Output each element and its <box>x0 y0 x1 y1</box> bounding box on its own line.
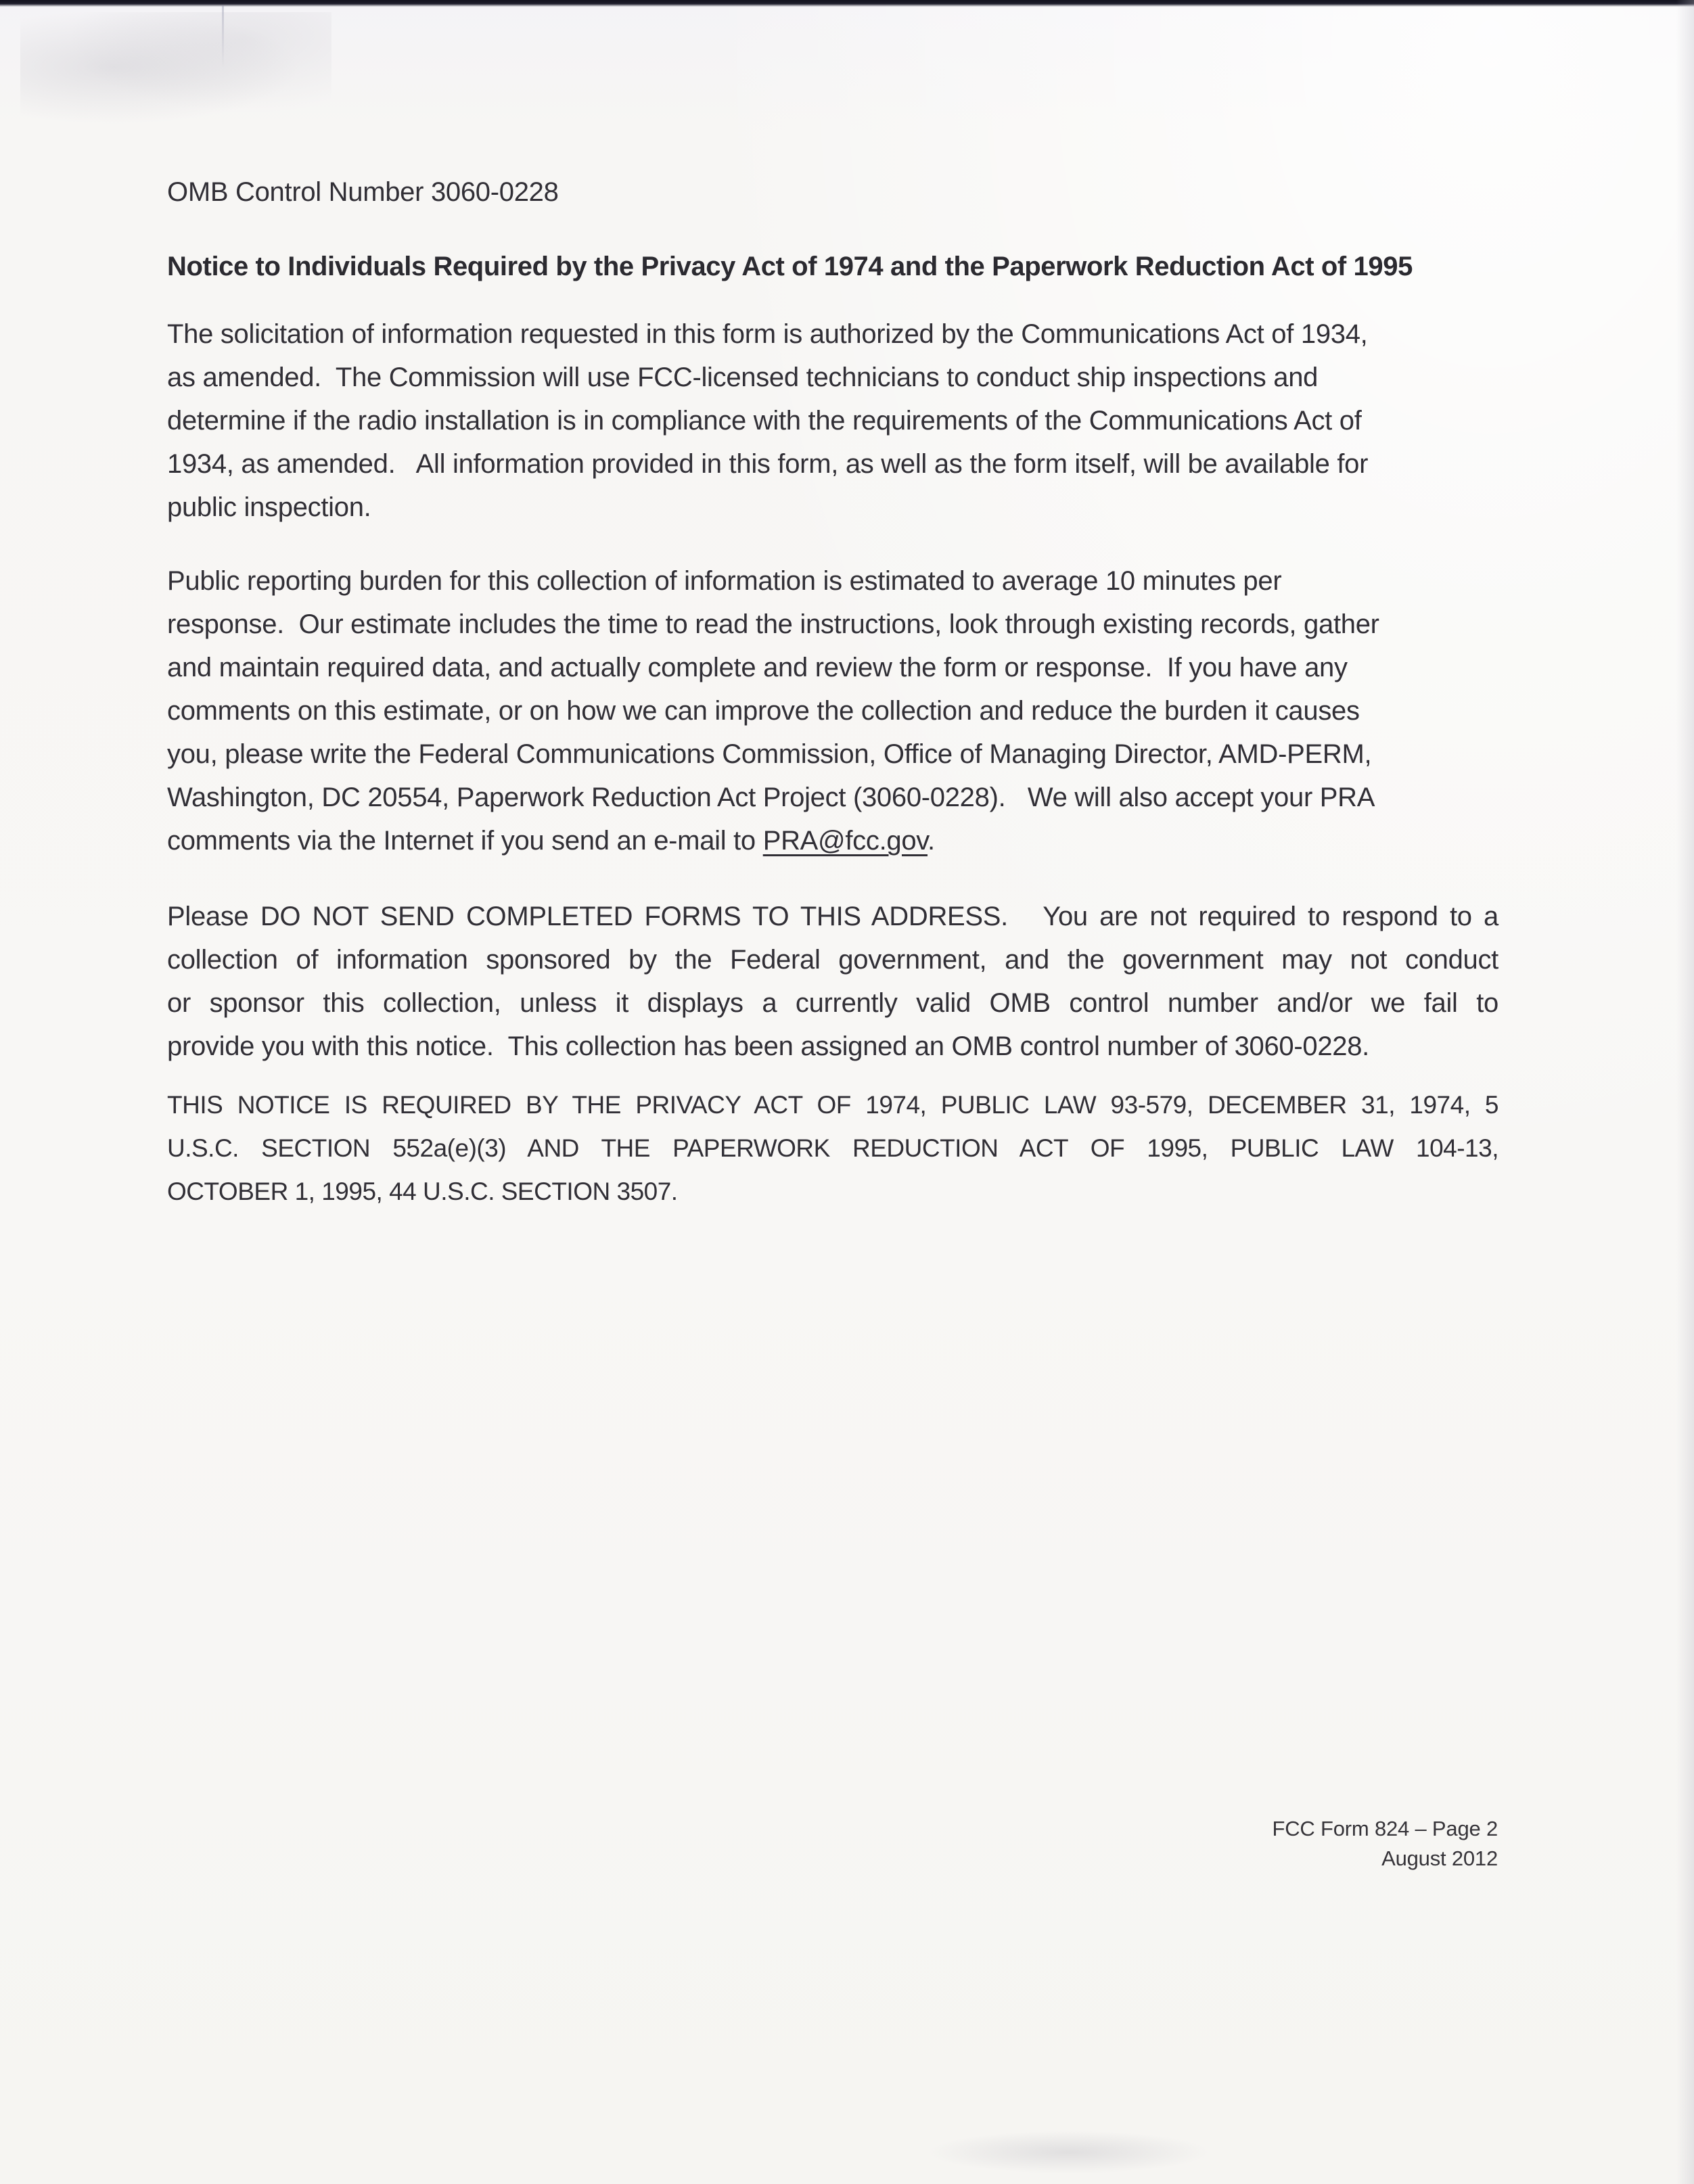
text-line: response. Our estimate includes the time to read the instructions, look through existing records, gather <box>167 609 1379 639</box>
page-footer <box>1272 1814 1498 1874</box>
text-line <box>167 819 1498 862</box>
text-line: or sponsor this collection, unless it displays a currently valid OMB control number and/or we fail to <box>167 988 1498 1018</box>
text-line: U.S.C. SECTION 552a(e)(3) AND THE PAPERWORK REDUCTION ACT OF 1995, PUBLIC LAW 104-13, <box>167 1134 1498 1162</box>
text-line: Public reporting burden for this collection of information is estimated to average 10 minutes per <box>167 566 1282 596</box>
scan-artifact-bottom-smudge <box>927 2131 1211 2174</box>
text-line: as amended. The Commission will use FCC-licensed technicians to conduct ship inspections and <box>167 363 1319 392</box>
text-line: and maintain required data, and actually complete and review the form or response. If you have any <box>167 653 1348 682</box>
text-line: THIS NOTICE IS REQUIRED BY THE PRIVACY ACT OF 1974, PUBLIC LAW 93-579, DECEMBER 31, 1974, 5 <box>167 1091 1498 1119</box>
text-segment: comments via the Internet if you send an e-mail to <box>167 826 763 856</box>
pra-email-link[interactable]: PRA@fcc.gov <box>762 826 928 856</box>
text-line: The solicitation of information requested in this form is authorized by the Communications Act of 1934, <box>167 319 1368 349</box>
text-line: OCTOBER 1, 1995, 44 U.S.C. SECTION 3507. <box>167 1178 678 1205</box>
footer-date: August 2012 <box>1381 1846 1498 1870</box>
text-line: Please DO NOT SEND COMPLETED FORMS TO THIS ADDRESS. You are not required to respond to a <box>167 902 1498 931</box>
scan-artifact-top-edge <box>0 0 1694 7</box>
text-line: collection of information sponsored by the Federal government, and the government may not conduct <box>167 945 1498 975</box>
text-line: you, please write the Federal Communications Commission, Office of Managing Director, AMD-PERM, <box>167 739 1372 769</box>
text-line: Washington, DC 20554, Paperwork Reduction Act Project (3060-0228). We will also accept your PRA <box>167 783 1375 812</box>
omb-control-number: OMB Control Number 3060-0228 <box>167 177 559 207</box>
scan-artifact-corner-smudge <box>20 12 331 134</box>
text-line: 1934, as amended. All information provided in this form, as well as the form itself, will be available for <box>167 449 1369 479</box>
paragraph-reporting-burden <box>167 559 1498 862</box>
notice-title: Notice to Individuals Required by the Privacy Act of 1974 and the Paperwork Reduction Act of 1995 <box>167 252 1413 281</box>
text-line: determine if the radio installation is in compliance with the requirements of the Communications Act of <box>167 406 1362 436</box>
text-line: comments on this estimate, or on how we can improve the collection and reduce the burden it causes <box>167 696 1360 726</box>
paragraph-omb-notice <box>167 895 1498 1068</box>
text-line: provide you with this notice. This collection has been assigned an OMB control number of 3060-0228. <box>167 1031 1369 1061</box>
paragraph-privacy-act-citation <box>167 1084 1498 1213</box>
text-segment: . <box>928 826 935 856</box>
scan-artifact-right-edge <box>1676 0 1694 2184</box>
footer-form-number: FCC Form 824 – Page 2 <box>1272 1817 1498 1840</box>
paragraph-authorization <box>167 312 1498 529</box>
text-line: public inspection. <box>167 492 371 522</box>
